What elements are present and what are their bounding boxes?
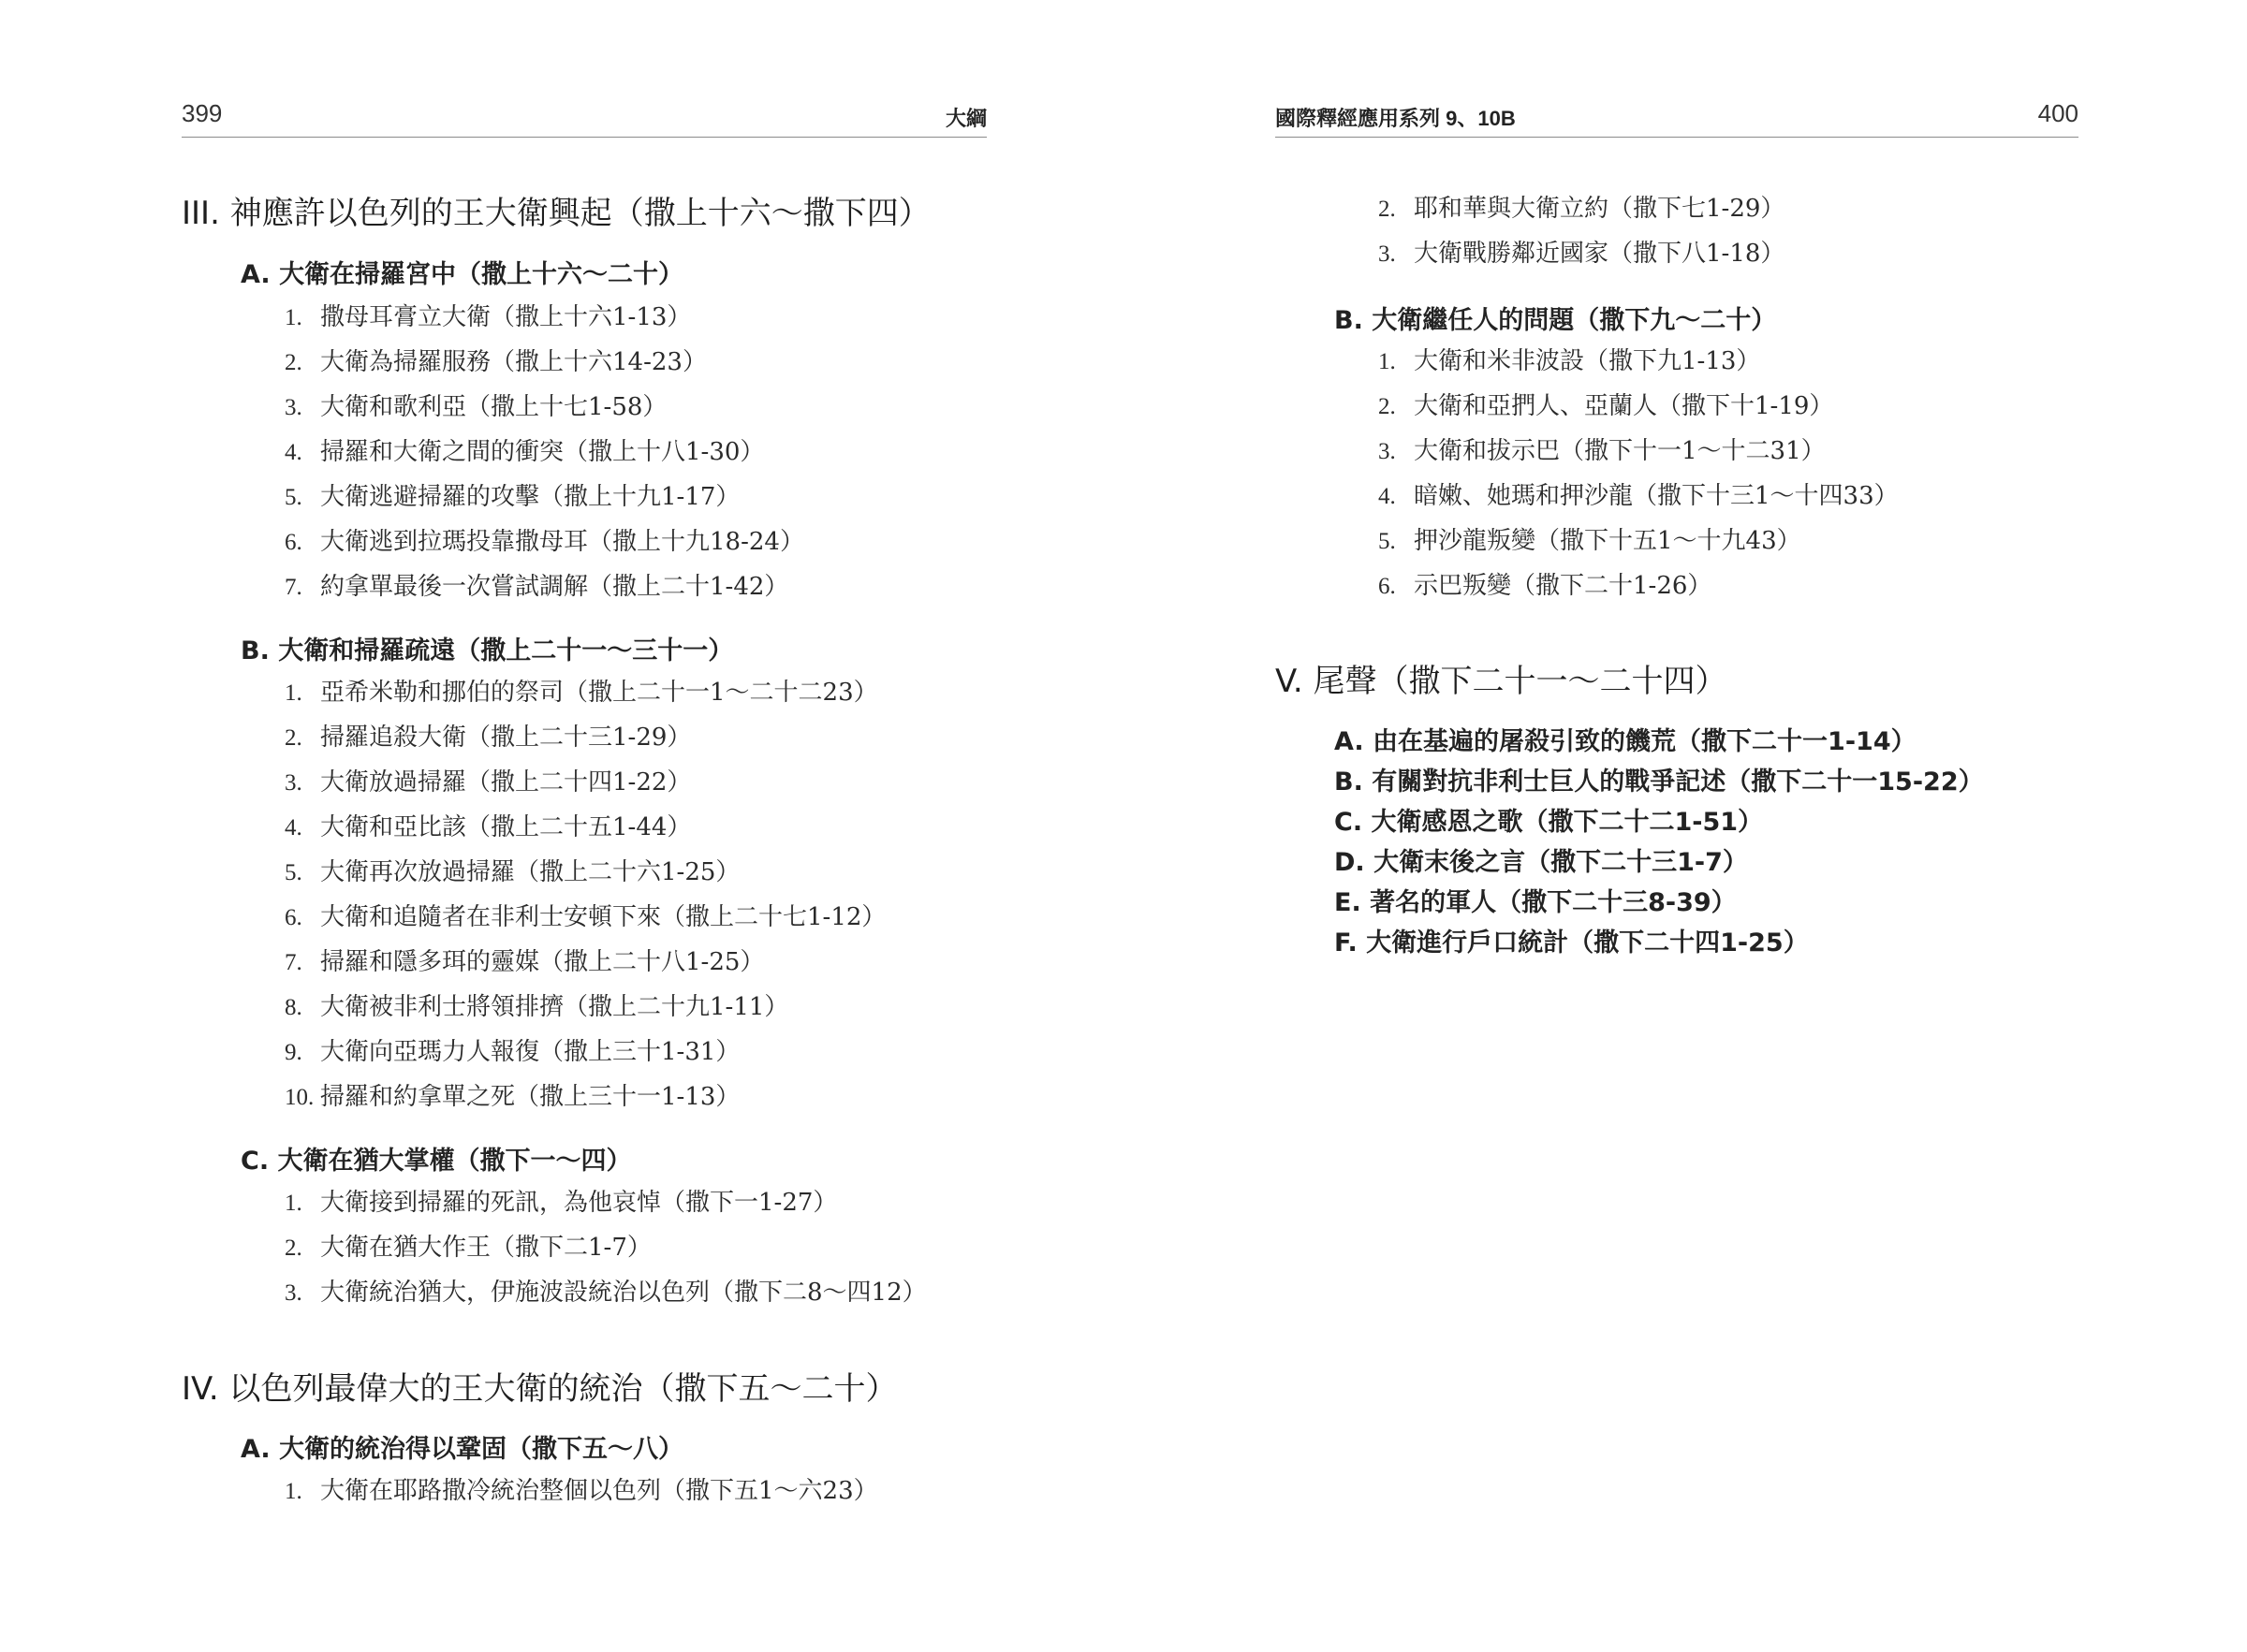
item-number: 1. xyxy=(1378,349,1396,374)
running-title: 大綱 xyxy=(945,107,987,130)
outline-item xyxy=(1378,342,1760,376)
subsection-heading xyxy=(1334,300,1776,336)
item-number: 1. xyxy=(285,1191,302,1216)
subsection-title: 大衛感恩之歌（撒下二十二1-51） xyxy=(1371,808,1764,837)
item-text: 大衛在猶大作王（撒下二1-7） xyxy=(320,1234,652,1262)
item-number: 2. xyxy=(1378,197,1396,222)
page-number: 400 xyxy=(2037,99,2078,127)
item-number: 1. xyxy=(285,680,302,706)
item-text: 大衛和亞捫人、亞蘭人（撒下十1-19） xyxy=(1414,392,1834,420)
subsection-title: 由在基遍的屠殺引致的饑荒（撒下二十一1-14） xyxy=(1373,727,1917,756)
subsection-title: 大衛在猶大掌權（撒下一～四） xyxy=(277,1147,632,1176)
item-text: 大衛和拔示巴（撒下十一1～十二31） xyxy=(1414,437,1826,465)
section-numeral: V. xyxy=(1275,663,1303,700)
outline-item xyxy=(285,898,886,932)
item-number: 4. xyxy=(285,440,302,465)
item-number: 3. xyxy=(1378,241,1396,267)
item-text: 大衛和追隨者在非利士安頓下來（撒上二十七1-12） xyxy=(320,903,887,931)
item-number: 8. xyxy=(285,995,302,1020)
item-text: 大衛統治猶大，伊施波設統治以色列（撒下二8～四12） xyxy=(320,1279,927,1307)
item-text: 大衛戰勝鄰近國家（撒下八1-18） xyxy=(1414,240,1785,268)
subsection-heading xyxy=(1334,882,1737,918)
item-number: 6. xyxy=(285,530,302,555)
item-text: 大衛為掃羅服務（撒上十六14-23） xyxy=(320,348,707,376)
item-number: 4. xyxy=(1378,484,1396,509)
item-number: 7. xyxy=(285,575,302,600)
outline-item xyxy=(285,1228,652,1263)
item-number: 5. xyxy=(285,860,302,885)
item-text: 掃羅追殺大衛（撒上二十三1-29） xyxy=(320,724,692,752)
page-header xyxy=(182,99,987,138)
subsection-title: 有關對抗非利士巨人的戰爭記述（撒下二十一15-22） xyxy=(1372,768,1984,797)
section-title: 以色列最偉大的王大衛的統治（撒下五～二十） xyxy=(228,1370,898,1408)
outline-item xyxy=(285,1183,837,1218)
outline-item xyxy=(285,477,740,512)
subsection-label: A. xyxy=(241,260,271,289)
outline-item xyxy=(1378,387,1833,421)
item-text: 大衛被非利士將領排擠（撒上二十九1-11） xyxy=(320,993,789,1021)
subsection-heading xyxy=(241,1140,631,1177)
item-text: 耶和華與大衛立約（撒下七1-29） xyxy=(1414,195,1785,223)
item-number: 1. xyxy=(285,1479,302,1504)
subsection-title: 大衛的統治得以鞏固（撒下五～八） xyxy=(279,1435,684,1464)
item-text: 掃羅和隱多珥的靈媒（撒上二十八1-25） xyxy=(320,948,765,976)
item-number: 2. xyxy=(285,1235,302,1261)
page-header xyxy=(1275,99,2078,138)
item-text: 約拿單最後一次嘗試調解（撒上二十1-42） xyxy=(320,573,789,601)
subsection-heading xyxy=(241,1428,683,1465)
item-text: 大衛向亞瑪力人報復（撒上三十1-31） xyxy=(320,1038,741,1066)
subsection-label: E. xyxy=(1334,888,1361,917)
section-heading-IV xyxy=(182,1363,898,1409)
outline-item xyxy=(285,943,764,977)
item-text: 押沙龍叛變（撒下十五1～十九43） xyxy=(1414,527,1801,555)
subsection-title: 大衛繼任人的問題（撒下九～二十） xyxy=(1372,306,1777,335)
outline-item xyxy=(285,567,788,602)
outline-item xyxy=(285,987,788,1022)
item-number: 5. xyxy=(285,485,302,510)
outline-item xyxy=(285,853,740,887)
subsection-heading xyxy=(1334,761,1984,797)
subsection-label: C. xyxy=(1334,808,1363,837)
subsection-title: 大衛末後之言（撒下二十三1-7） xyxy=(1373,848,1748,877)
item-number: 3. xyxy=(285,1280,302,1306)
subsection-label: B. xyxy=(241,636,270,665)
item-number: 6. xyxy=(1378,574,1396,599)
subsection-label: F. xyxy=(1334,928,1358,958)
item-number: 2. xyxy=(1378,394,1396,419)
item-number: 6. xyxy=(285,905,302,930)
item-text: 暗嫩、她瑪和押沙龍（撒下十三1～十四33） xyxy=(1414,482,1899,510)
outline-item xyxy=(285,522,804,557)
item-number: 1. xyxy=(285,305,302,330)
running-title: 國際釋經應用系列 9、10B xyxy=(1275,107,1516,130)
subsection-label: A. xyxy=(1334,727,1364,756)
item-text: 亞希米勒和挪伯的祭司（撒上二十一1～二十二23） xyxy=(320,679,878,707)
item-text: 大衛逃避掃羅的攻擊（撒上十九1-17） xyxy=(320,483,741,511)
item-number: 2. xyxy=(285,725,302,751)
item-text: 大衛逃到拉瑪投靠撒母耳（撒上十九18-24） xyxy=(320,528,804,556)
subsection-title: 著名的軍人（撒下二十三8-39） xyxy=(1370,888,1737,917)
outline-item xyxy=(285,1273,927,1308)
outline-item xyxy=(285,343,707,377)
subsection-title: 大衛進行戶口統計（撒下二十四1-25） xyxy=(1366,928,1809,958)
outline-item xyxy=(285,673,878,708)
item-text: 掃羅和約拿單之死（撒上三十一1-13） xyxy=(320,1083,741,1111)
subsection-label: D. xyxy=(1334,848,1365,877)
outline-item xyxy=(285,1032,740,1067)
subsection-title: 大衛和掃羅疏遠（撒上二十一～三十一） xyxy=(278,636,734,665)
section-title: 尾聲（撒下二十一～二十四） xyxy=(1313,663,1727,700)
subsection-label: B. xyxy=(1334,306,1363,335)
outline-item xyxy=(1378,431,1826,466)
item-number: 2. xyxy=(285,350,302,375)
subsection-heading xyxy=(1334,721,1917,757)
item-number: 4. xyxy=(285,815,302,841)
item-text: 大衛和亞比該（撒上二十五1-44） xyxy=(320,813,692,841)
item-number: 3. xyxy=(285,770,302,796)
outline-item xyxy=(1378,476,1899,511)
subsection-label: B. xyxy=(1334,768,1363,797)
item-text: 大衛放過掃羅（撒上二十四1-22） xyxy=(320,768,692,797)
item-text: 掃羅和大衛之間的衝突（撒上十八1-30） xyxy=(320,438,765,466)
item-text: 大衛和歌利亞（撒上十七1-58） xyxy=(320,393,668,421)
section-title: 神應許以色列的王大衛興起（撒上十六～撒下四） xyxy=(229,195,931,232)
item-text: 大衛在耶路撒冷統治整個以色列（撒下五1～六23） xyxy=(320,1477,878,1505)
item-text: 示巴叛變（撒下二十1-26） xyxy=(1414,572,1712,600)
section-numeral: III. xyxy=(182,195,220,232)
outline-item xyxy=(1378,566,1711,601)
subsection-heading xyxy=(1334,801,1763,838)
outline-item xyxy=(1378,234,1784,269)
right-page xyxy=(1124,0,2247,1652)
item-number: 3. xyxy=(1378,439,1396,464)
item-text: 大衛和米非波設（撒下九1-13） xyxy=(1414,347,1761,375)
outline-item xyxy=(285,718,691,753)
subsection-label: A. xyxy=(241,1435,271,1464)
outline-item xyxy=(285,1471,878,1506)
section-heading-III xyxy=(182,187,931,233)
item-number: 9. xyxy=(285,1040,302,1065)
subsection-heading xyxy=(241,254,683,290)
item-number: 7. xyxy=(285,950,302,975)
subsection-heading xyxy=(241,630,733,666)
item-number: 5. xyxy=(1378,529,1396,554)
section-numeral: IV. xyxy=(182,1370,219,1408)
subsection-title: 大衛在掃羅宮中（撒上十六～二十） xyxy=(279,260,684,289)
subsection-label: C. xyxy=(241,1147,270,1176)
item-text: 大衛接到掃羅的死訊，為他哀悼（撒下一1-27） xyxy=(320,1189,838,1217)
outline-item xyxy=(285,763,691,797)
outline-item xyxy=(285,387,667,422)
outline-item xyxy=(285,298,691,332)
outline-item xyxy=(285,1077,740,1112)
item-number: 3. xyxy=(285,395,302,420)
section-heading-V xyxy=(1275,655,1727,701)
outline-item xyxy=(1378,189,1784,224)
item-number: 10. xyxy=(285,1085,315,1110)
outline-item xyxy=(285,432,764,467)
outline-item xyxy=(1378,521,1801,556)
subsection-heading xyxy=(1334,841,1748,878)
page-number: 399 xyxy=(182,99,223,127)
item-text: 撒母耳膏立大衛（撒上十六1-13） xyxy=(320,303,692,331)
outline-item xyxy=(285,808,691,842)
subsection-heading xyxy=(1334,922,1809,958)
item-text: 大衛再次放過掃羅（撒上二十六1-25） xyxy=(320,858,741,886)
